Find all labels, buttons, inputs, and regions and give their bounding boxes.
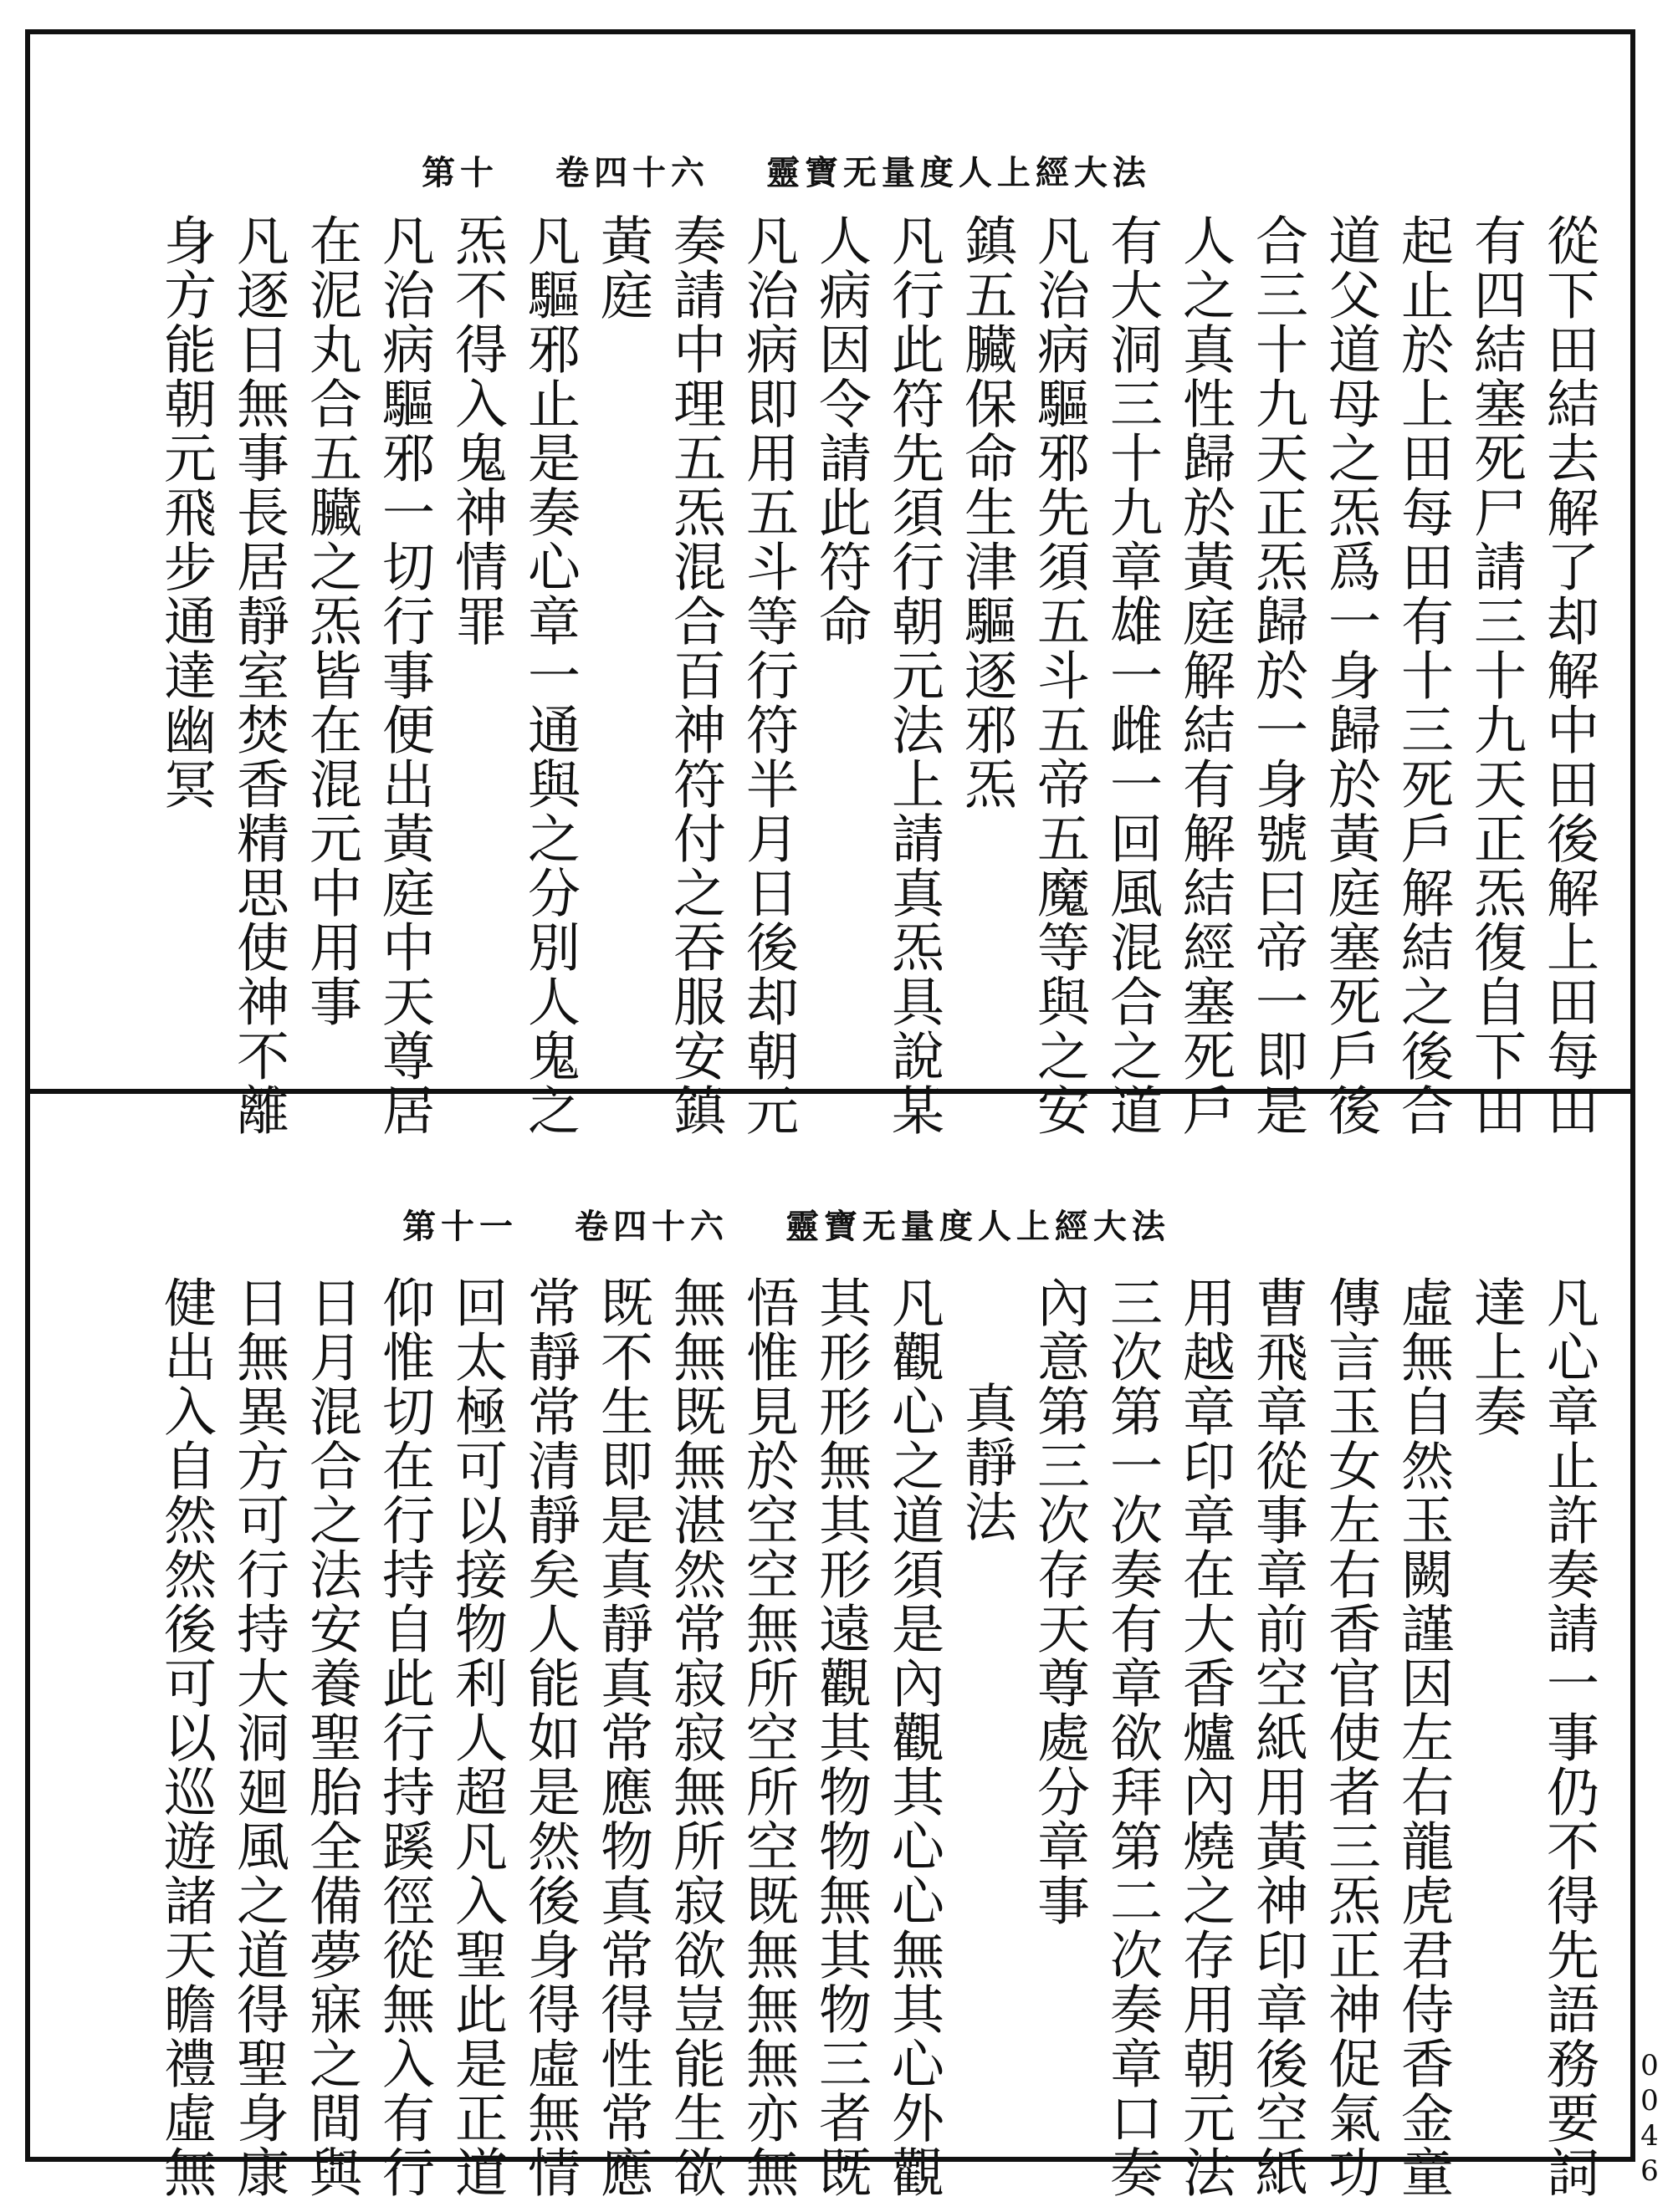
running-head-bottom (0, 1200, 1573, 1248)
text-column: 凡觀心之道須是內觀其心心無其心外觀 (883, 1275, 944, 2199)
text-column: 常靜常清靜矣人能如是然後身得虛無情 (519, 1275, 581, 2199)
text-column: 凡治病即用五斗等行符半月日後却朝元 (738, 213, 799, 1137)
text-column: 仰惟切在行持自此行持蹊徑從無入有行 (374, 1275, 435, 2199)
text-column: 傳言玉女左右香官使者三炁正神促氣功 (1320, 1275, 1381, 2199)
text-column: 起止於上田每田有十三死戶解結之後合 (1393, 213, 1454, 1137)
text-column: 鎮五臟保命生津驅逐邪炁 (956, 213, 1017, 811)
text-column: 凡心章止許奏請一事仍不得先語務要詞 (1538, 1275, 1599, 2199)
text-column: 達上奏 (1466, 1275, 1527, 1438)
text-column: 虛無自然玉闕謹因左右龍虎君侍香金童 (1393, 1275, 1454, 2199)
text-column: 合三十九天正炁歸於一身號曰帝一即是 (1247, 213, 1308, 1137)
text-column: 炁不得入鬼神情罪 (447, 213, 508, 648)
running-head-section: 第十一 (402, 1207, 519, 1246)
text-column: 三次第一次奏有章欲拜第二次奏章口奏 (1102, 1275, 1163, 2199)
text-column: 黃庭 (592, 213, 653, 322)
text-column: 身方能朝元飛步通達幽冥 (156, 213, 217, 811)
text-column: 人病因令請此符命 (811, 213, 872, 648)
bottom-text-panel (42, 1275, 1614, 2199)
text-column: 凡治病驅邪先須五斗五帝五魔等與之安 (1029, 213, 1090, 1137)
text-column: 奏請中理五炁混合百神符付之吞服安鎮 (665, 213, 726, 1137)
text-column: 既不生即是真靜真常應物真常得性常應 (592, 1275, 653, 2199)
text-column: 悟惟見於空空無所空所空既無無無亦無 (738, 1275, 799, 2199)
text-column: 凡行此符先須行朝元法上請真炁具說某 (883, 213, 944, 1137)
text-column: 在泥丸合五臟之炁皆在混元中用事 (301, 213, 362, 1029)
running-head-volume: 卷四十六 (555, 153, 709, 192)
text-column: 無無既無湛然常寂寂無所寂欲豈能生欲 (665, 1275, 726, 2199)
text-column: 有大洞三十九章雄一雌一回風混合之道 (1102, 213, 1163, 1137)
running-head-top (0, 146, 1573, 194)
text-column: 其形形無其形遠觀其物物無其物三者既 (811, 1275, 872, 2199)
text-column: 有四結塞死尸請三十九天正炁復自下田 (1466, 213, 1527, 1137)
text-column: 人之真性歸於黃庭解結有解結經塞死戶 (1174, 213, 1236, 1137)
text-column: 日無異方可行持大洞廻風之道得聖身康 (228, 1275, 289, 2199)
section-heading: 真靜法 (956, 1381, 1017, 1544)
text-column: 凡治病驅邪一切行事便出黃庭中天尊居 (374, 213, 435, 1137)
text-column: 健出入自然然後可以巡遊諸天瞻禮虛無 (156, 1275, 217, 2199)
text-column: 凡驅邪止是奏心章一通與之分別人鬼之 (519, 213, 581, 1137)
text-column: 日月混合之法安養聖胎全備夢寐之間與 (301, 1275, 362, 2199)
text-column: 用越章印章在大香爐內燒之存用朝元法 (1174, 1275, 1236, 2199)
text-column: 從下田結去解了却解中田後解上田每田 (1538, 213, 1599, 1137)
top-text-panel (42, 213, 1614, 1137)
text-column: 道父道母之炁爲一身歸於黃庭塞死戶後 (1320, 213, 1381, 1137)
running-head-volume: 卷四十六 (575, 1207, 729, 1246)
text-column: 曹飛章從事章前空紙用黃神印章後空紙 (1247, 1275, 1308, 2199)
text-column: 內意第三次存天尊處分章事 (1029, 1275, 1090, 1928)
text-column: 回太極可以接物利人超凡入聖此是正道 (447, 1275, 508, 2199)
text-column: 凡逐日無事長居靜室焚香精思使神不離 (228, 213, 289, 1137)
running-head-title: 靈寶无量度人上經大法 (785, 1207, 1170, 1246)
running-head-section: 第十 (422, 153, 499, 192)
page-number: 0046 (1633, 2049, 1666, 2189)
running-head-title: 靈寶无量度人上經大法 (765, 153, 1151, 192)
